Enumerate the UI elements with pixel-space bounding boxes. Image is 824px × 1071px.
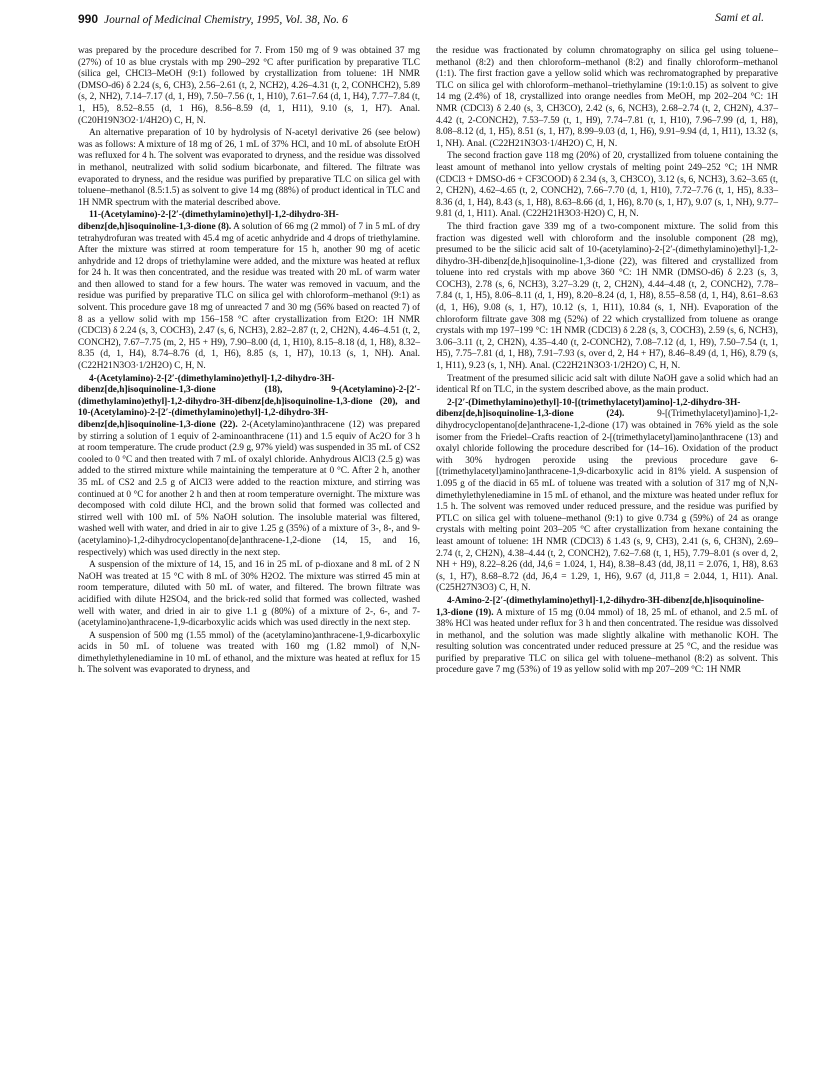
paragraph-text: The third fraction gave 339 mg of a two-component mixture. The solid from this fraction was digested well with chloroform and the insoluble component (28 mg), presumed to be the silicic acid salt of 10-(acetylamino)-2-[2′-(dimethylamino)ethyl]-1,2-dihydro-3H-dibenz[de,h]isoquinoline-1,3-dione (22), was filtered and crystallized from toluene into red crystals with mp above 360 °C: 1H NMR (DMSO-d6) δ 2.23 (s, 3, COCH3), 2.78 (s, 6, NCH3), 3.27–3.29 (t, 2, CH2N), 4.44–4.48 (t, 2, CONCH2), 7.78–7.84 (t, 1, H5), 8.06–8.11 (d, 1, H9), 8.20–8.24 (d, 1, H8), 8.55–8.58 (d, 1, H4), 8.61–8.63 (d, 1, H6), 9.08 (s, 1, H7), 10.12 (s, 1, H11), 10.84 (s, 1, NH). Evaporation of the chloroform filtrate gave 308 mg (52%) of 22 which crystallized from toluene as orange crystals with mp 197–199 °C: 1H NMR (CDCl3) δ 2.28 (s, 3, COCH3), 2.59 (s, 6, NCH3), 3.06–3.11 (t, 2, CH2N), 4.35–4.40 (t, 2-CONCH2), 7.08–7.12 (d, 1, H9), 7.50–7.54 (t, 1, H5), 7.75–7.81 (d, 1, H8), 7.91–7.93 (s, over d, 2, H4 + H7), 8.46–8.49 (d, 1, H6), 8.79 (s, 1, H11), 9.23 (s, 1, NH). Anal. (C22H21N3O3·1/2H2O) C, H, N. [436,221,778,372]
paragraph-text: A solution of 66 mg (2 mmol) of 7 in 5 mL of dry tetrahydrofuran was treated with 45.4 mg of acetic anhydride and 4 drops of triethylamine. After the mixture was stirred at room temperature for 15 h, another 90 mg of acetic anhydride and 12 drops of triethylamine were added, and the mixture was heated at reflux for 24 h. It was then concentrated, and the residue was treated with 20 mL of warm water and then allowed to stand for a few hours. The water was removed in vacuum, and the residue was purified by preparative TLC on silica gel with chloroform–methanol (9:1) as solvent. This procedure gave 18 mg of unreacted 7 and 30 mg (56% based on reacted 7) of 8 as a yellow solid with mp 156–158 °C after crystallization from Et2O: 1H NMR (CDCl3) δ 2.24 (s, 3, COCH3), 2.47 (s, 6, NCH3), 2.82–2.87 (t, 2, CH2N), 4.46–4.51 (t, 2, CONCH2), 7.67–7.75 (m, 2, H5 + H9), 7.90–8.00 (d, 1, H10), 8.15–8.18 (d, 1, H8), 8.32–8.35 (d, 1, H4), 8.74–8.76 (d, 1, H6), 8.85 (s, 1, H7), 10.13 (s, 1, NH). Anal. (C22H21N3O3·1/2H2O) C, H, N. [78,221,421,372]
paragraph [436,398,778,595]
paragraph [78,210,420,372]
paragraph-text: Treatment of the presumed silicic acid salt with dilute NaOH gave a solid which had an identical Rf on TLC, in the system described above, as the main product. [436,373,778,396]
paragraph-text: was prepared by the procedure described for 7. From 150 mg of 9 was obtained 37 mg (27%) of 10 as blue crystals with mp 290–292 °C after purification by preparative TLC (silica gel, CHCl3–MeOH (9:1) followed by crystallization from toluene: 1H NMR (DMSO-d6) δ 2.24 (s, 6, CH3), 2.56–2.61 (t, 2, NCH2), 4.26–4.31 (t, 2, CONHCH2), 5.89 (s, 2, NH2), 7.14–7.17 (d, 1, H9), 7.50–7.56 (t, 1, H10), 7.61–7.64 (d, 1, H4), 7.77–7.84 (t, 1, H5), 8.52–8.55 (d, 1 H6), 8.56–8.59 (d, 1, H11), 9.10 (s, 1, H7). Anal. (C20H19N3O2·1/4H2O) C, H, N. [78,46,420,126]
left-column [78,46,420,678]
header-authors: Sami et al. [715,12,764,24]
paragraph-text: 9-[(Trimethylacetyl)amino]-1,2-dihydrocyclopentano[de]anthracene-1,2-dione (17) was obtained in 76% yield as the sole isomer from the Friedel–Crafts reaction of 2-[(trimethylacetyl)amino]anthracene (13) and oxalyl chloride following the procedure described for (14–16). Oxidation of the product with 30% hydrogen peroxide using the previous procedure gave 6-[(trimethylacetyl)amino]anthracene-1,9-dicarboxylic acid in 81% yield. A suspension of 1.095 g of the diacid in 65 mL of toluene was treated with a solution of 317 mg of N,N-dimethylethylenediamine in 15 mL of ethanol, and the mixture was heated under reflux for 1.5 h. The solvent was removed under reduced pressure, and the residue was purified by PTLC on silica gel with toluene–methanol (9:1) to give 0.734 g (59%) of 24 as orange crystals with melting point 203–205 °C after crystallization from hexane containing the least amount of toluene: 1H NMR (CDCl3) δ 1.43 (s, 9, CH3), 2.41 (s, 6, CH3N), 2.69–2.74 (t, 2, CH2N), 4.38–4.44 (t, 2, CONCH2), 7.62–7.68 (t, 1, H5), 7.79–8.01 (s over d, 2, NH + H9), 8.22–8.26 (dd, J4,6 = 1.024, 1, H4), 8.38–8.43 (dd, J8,11 = 2.076, 1, H8), 8.63 (s, 1, H7), 8.68–8.72 (dd, J6,4 = 1.29, 1, H6), 9.67 (d, J11,8 = 2.044, 1, H11). Anal. (C25H27N3O3) C, H, N. [436,409,778,594]
paragraph [436,596,778,677]
paragraph [436,374,778,397]
header-left [78,12,348,26]
right-column [436,46,778,678]
paragraph [78,46,420,127]
paragraph-heading: 11-(Acetylamino)-2-[2′-(dimethylamino)ethyl]-1,2-dihydro-3H-dibenz[de,h]isoquinoline-1,3-dione (8). [78,210,339,232]
paragraph-text: An alternative preparation of 10 by hydrolysis of N-acetyl derivative 26 (see below) was as follows: A mixture of 18 mg of 26, 1 mL of 37% HCl, and 10 mL of absolute EtOH was refluxed for 4 h. The solvent was evaporated to dryness, and the residue was dissolved in methanol, neutralized with solid sodium bicarbonate, and filtered. The filtrate was evaporated to dryness, and the residue was purified by preparative TLC on silica gel with toluene–methanol (8.5:1.5) as solvent to give 14 mg (88%) of product identical in TLC and 1H NMR spectrum with the material described above. [78,128,420,208]
paragraph [436,151,778,221]
paragraph [78,560,420,630]
page-header [78,12,764,30]
paragraph [436,222,778,373]
paragraph [78,374,420,560]
page-number: 990 [78,12,99,26]
paragraph-heading: 4-(Acetylamino)-2-[2′-(dimethylamino)ethyl]-1,2-dihydro-3H-dibenz[de,h]isoquinoline-1,3-dione (18), 9-(Acetylamino)-2-[2′-(dimethylamino)ethyl]-1,2-dihydro-3H-dibenz[de,h]isoquinoline-1,3-dione (20), and 10-(Acetylamino)-2-[2′-(dimethylamino)ethyl]-1,2-dihydro-3H-dibenz[de,h]isoquinoline-1,3-dione (22). [78,373,420,430]
paragraph [78,631,420,677]
paragraph-heading: 4-Amino-2-[2′-(dimethylamino)ethyl]-1,2-dihydro-3H-dibenz[de,h]isoquinoline-1,3-dione (19). [436,595,765,618]
paragraph-text: A mixture of 15 mg (0.04 mmol) of 18, 25 mL of ethanol, and 2.5 mL of 38% HCl was heated under reflux for 3 h and then concentrated. The residue was dissolved in methanol, and the solution was made slightly alkaline with methanolic KOH. The resulting solution was concentrated under reduced pressure at 25 °C, and the residue was purified by preparative TLC on silica gel with toluene–methanol (8:2) as solvent. This procedure gave 7 mg (53%) of 19 as yellow solid with mp 207–209 °C: 1H NMR [436,607,778,676]
paragraph-text: 2-(Acetylamino)anthracene (12) was prepared by stirring a solution of 1 equiv of 2-aminoanthracene (11) and 1.5 equiv of Ac2O for 3 h at room temperature. The crude product (2.9 g, 97% yield) was suspended in 35 mL of CS2 cooled to 0 °C and then treated with 7 mL of oxalyl chloride. Anhydrous AlCl3 (2.5 g) was added to the stirred mixture while maintaining the temperature at 0 °C. After 2 h, another 35 mL of CS2 and 2.5 g of AlCl3 were added to the reaction mixture, and stirring was continued at 0 °C for another 2 h and then at room temperature overnight. The mixture was decomposed with cold dilute HCl, and the brown solid that formed was collected and stirred well with 100 mL of 5% NaOH solution. The insoluble material was filtered, washed well with water, and dried in air to give 1.25 g (35%) of a mixture of 3-, 8-, and 9-(acetylamino)-1,2-dihydrocyclopentano[de]anthracene-1,2-dione (14, 15, and 16, respectively) which was used directly in the next step. [78,420,421,558]
journal-citation: Journal of Medicinal Chemistry, 1995, Vol. 38, No. 6 [104,14,348,26]
paragraph [436,46,778,150]
paragraph [78,128,420,209]
paragraph-text: The second fraction gave 118 mg (20%) of 20, crystallized from toluene containing the least amount of methanol into yellow crystals of melting point 249–252 °C; 1H NMR (CDCl3 + DMSO-d6 + CF3COOD) δ 2.34 (s, 3, CH3CO), 3.12 (s, 6, NCH3), 3.62–3.65 (t, 2, CH2N), 4.62–4.65 (t, 2, CONCH2), 7.66–7.70 (d, 1, H10), 7.72–7.76 (t, 1, H5), 8.33–8.36 (d, 1, H4), 8.43 (s, 1, H8), 8.63–8.66 (d, 1, H6), 8.70 (s, 1, H7), 9.07 (s, 1, NH), 9.77–9.81 (d, 1, H11). Anal. (C22H21H3O3·H2O) C, H, N. [436,151,778,220]
paragraph-text: A suspension of 500 mg (1.55 mmol) of the (acetylamino)anthracene-1,9-dicarboxylic acids in 50 mL of toluene was treated with 160 mg (1.82 mmol) of N,N-dimethylethylenediamine in 10 mL of ethanol, and the mixture was heated at reflux for 15 h. The solvent was evaporated to dryness, and [78,630,420,676]
paragraph-heading: 2-[2′-(Dimethylamino)ethyl]-10-[(trimethylacetyl)amino]-1,2-dihydro-3H-dibenz[de,h]isoquinoline-1,3-dione (24). [436,397,741,420]
paragraph-text: A suspension of the mixture of 14, 15, and 16 in 25 mL of p-dioxane and 8 mL of 2 N NaOH was treated at 15 °C with 8 mL of 30% H2O2. The mixture was stirred 45 min at room temperature, diluted with 50 mL of water, and filtered. The brown filtrate was acidified with dilute H2SO4, and the brick-red solid that formed was collected, washed well with water, and dried in air to give 1.1 g (80%) of a mixture of 2-, 6-, and 7-(acetylamino)anthracene-1,9-dicarboxylic acids which was used directly in the next step. [78,560,420,629]
paragraph-text: the residue was fractionated by column chromatography on silica gel using toluene–methanol (8:2) and then chloroform–methanol (8:2) and finally chloroform–methanol (1:1). The first fraction gave a yellow solid which was rechromatographed by preparative TLC on silica gel with chloroform–methanol–triethylamine (19:1:0.15) as solvent to give 14 mg (2.4%) of 18, crystallized into orange needles from MeOH, mp 202–204 °C: 1H NMR (CDCl3) δ 2.40 (s, 3, CH3CO), 2.42 (s, 6, NCH3), 2.68–2.74 (t, 2, CH2N), 4.37–4.42 (t, 2-CONCH2), 7.53–7.59 (t, 1, H9), 7.74–7.81 (t, 1, H10), 7.96–7.99 (d, 1, H8), 8.08–8.12 (d, 1, H5), 8.51 (s, 1, H7), 8.99–9.03 (d, 1, H6), 9.91–9.94 (d, 1, H11), 13.32 (s, 1, NH). Anal. (C22H21N3O3·1/4H2O) C, H, N. [436,46,778,149]
